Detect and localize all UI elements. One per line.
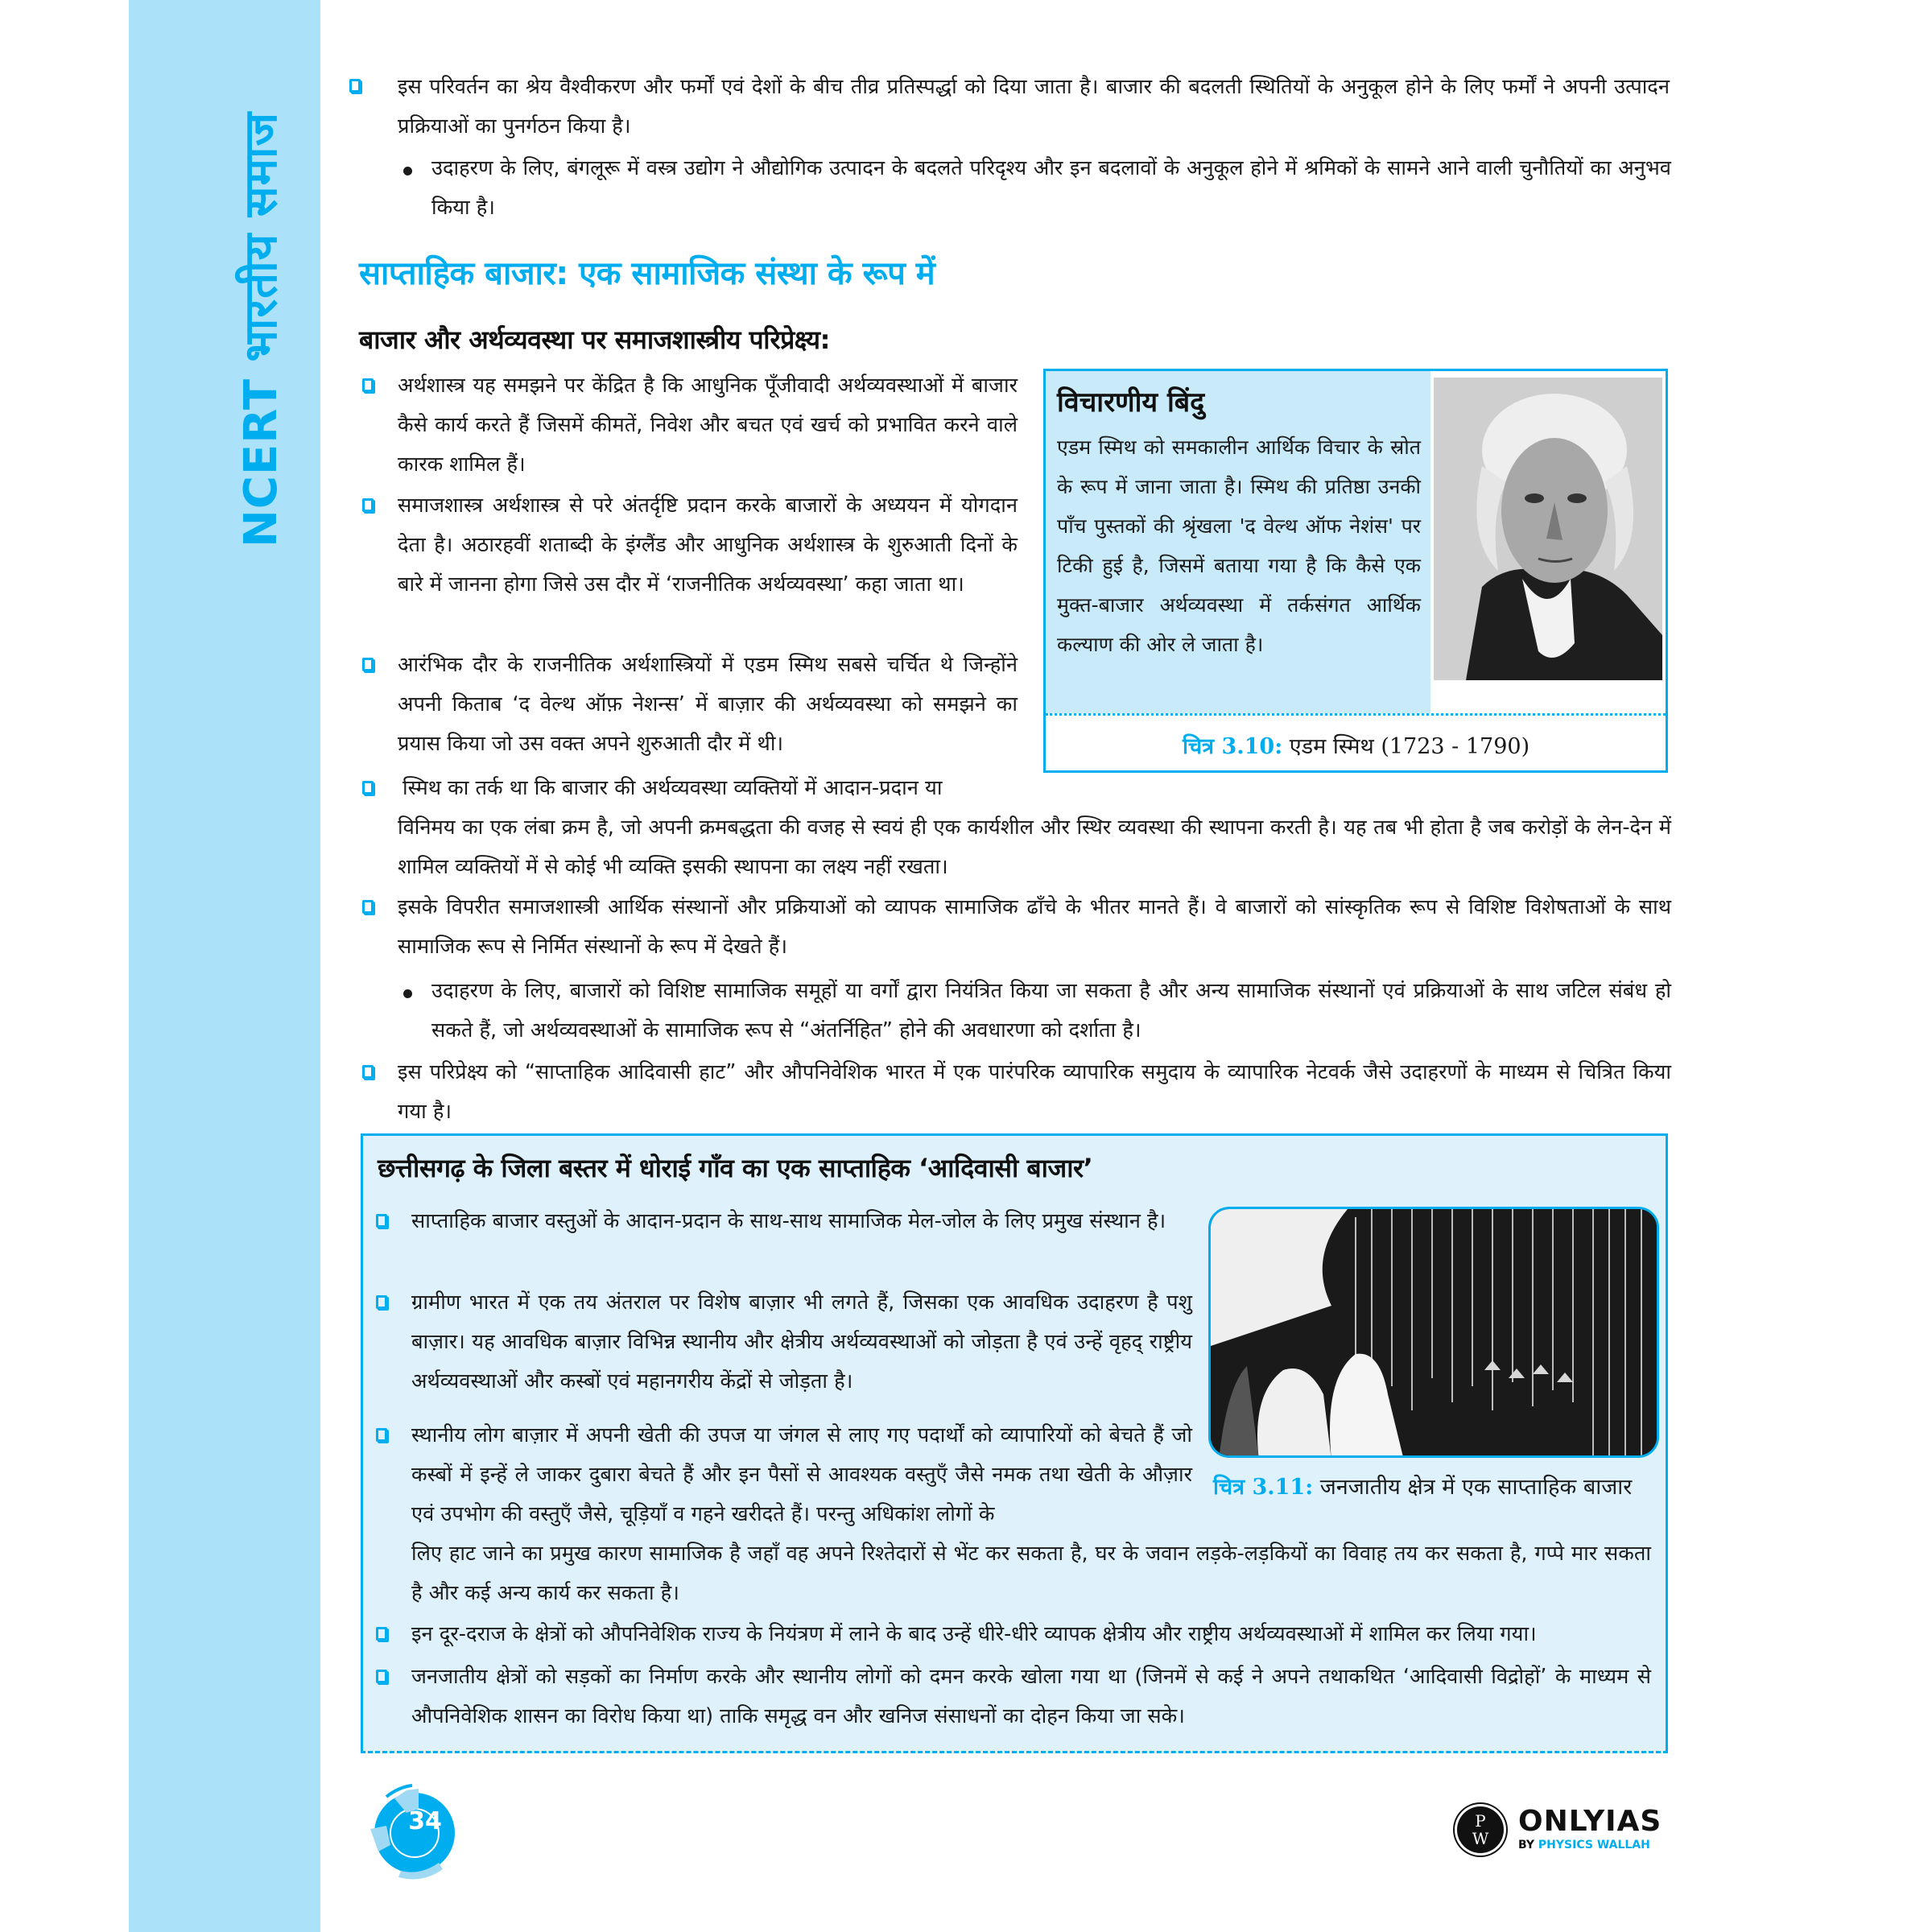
square-bullet-icon xyxy=(362,378,374,392)
figure-caption-text: जनजातीय क्षेत्र में एक साप्ताहिक बाजार xyxy=(1313,1475,1633,1500)
section-bullet-1: अर्थशास्त्र यह समझने पर केंद्रित है कि आधुनिक पूँजीवादी अर्थव्यवस्थाओं में बाजार कैसे कार्य करते हैं जिसमें कीमतें, निवेश और बचत एवं खर्च को प्रभावित करने वाले कारक शामिल हैं। xyxy=(398,374,1018,477)
square-bullet-icon xyxy=(362,498,374,512)
intro-sub-bullet: उदाहरण के लिए, बंगलूरू में वस्त्र उद्योग ने औद्योगिक उत्पादन के बदलते परिदृश्य और इन बदलावों के अनुकूल होने में श्रमिकों के सामने आने वाली चुनौतियों का अनुभव किया है। xyxy=(431,156,1671,220)
section-bullet-3: आरंभिक दौर के राजनीतिक अर्थशास्त्रियों में एडम स्मिथ सबसे चर्चित थे जिन्होंने अपनी किताब ‘द वेल्थ ऑफ़ नेशन्स’ में बाज़ार की अर्थव्यवस्था को समझने का प्रयास किया जो उस वक्त अपने शुरुआती दौर में थी। xyxy=(398,653,1018,756)
square-bullet-icon xyxy=(376,1428,387,1442)
brand-name: ONLYIAS xyxy=(1518,1805,1662,1838)
adam-smith-portrait-image xyxy=(1434,378,1662,680)
square-bullet-icon xyxy=(376,1627,387,1641)
market-scene-illustration-icon xyxy=(1211,1209,1659,1458)
pw-logo-icon xyxy=(1457,1806,1504,1853)
square-bullet-icon xyxy=(362,658,374,671)
tribal-bullet-3: स्थानीय लोग बाज़ार में अपनी खेती की उपज या जंगल से लाए गए पदार्थों को व्यापारियों को बेचते हैं जो कस्बों में इन्हें ले जाकर दुबारा बेचते हैं और इन पैसों से आवश्यक वस्तुएँ जैसे नमक तथा खेती के औज़ार एवं उपभोग की वस्तुएँ जैसे, चूड़ियाँ व गहने खरीदते हैं। परन्तु अधिकांश लोगों के xyxy=(411,1423,1192,1526)
tribal-bullet-3-cont: लिए हाट जाने का प्रमुख कारण सामाजिक है जहाँ वह अपने रिश्तेदारों से भेंट कर सकता है, घर के जवान लड़के-लड़कियों का विवाह तय कर सकता है, गप्पे मार सकता है और कई अन्य कार्य कर सकता है। xyxy=(411,1542,1651,1605)
tribal-market-box xyxy=(361,1133,1668,1753)
section-title: साप्ताहिक बाजार: एक सामाजिक संस्था के रूप में xyxy=(359,255,935,292)
section-bullet-5: इसके विपरीत समाजशास्त्री आर्थिक संस्थानों और प्रक्रियाओं को व्यापक सामाजिक ढाँचे के भीतर मानते हैं। वे बाजारों को सांस्कृतिक रूप से विशिष्ट विशेषताओं के साथ सामाजिक रूप से निर्मित संस्थानों के रूप में देखते हैं। xyxy=(398,895,1672,959)
square-bullet-icon xyxy=(362,781,374,795)
intro-bullet: इस परिवर्तन का श्रेय वैश्वीकरण और फर्मों एवं देशों के बीच तीव्र प्रतिस्पर्द्धा को दिया जाता है। बाजार की बदलती स्थितियों के अनुकूल होने के लिए फर्मों ने अपनी उत्पादन प्रक्रियाओं का पुनर्गठन किया है। xyxy=(398,75,1670,138)
section-bullet-4-cont: विनिमय का एक लंबा क्रम है, जो अपनी क्रमबद्धता की वजह से स्वयं ही एक कार्यशील और स्थिर व्यवस्था की स्थापना करती है। यह तब भी होता है जब करोड़ों के लेन-देन में शामिल व्यक्तियों में से कोई भी व्यक्ति इसकी स्थापना का लक्ष्य नहीं रखता। xyxy=(398,815,1671,879)
thinking-point-divider xyxy=(1046,713,1666,716)
thinking-point-heading: विचारणीय बिंदु xyxy=(1057,386,1205,419)
figure-caption-text: एडम स्मिथ (1723 - 1790) xyxy=(1282,734,1530,759)
thinking-point-box xyxy=(1043,369,1668,773)
round-bullet-icon xyxy=(403,989,412,998)
section-bullet-6: इस परिप्रेक्ष्य को “साप्ताहिक आदिवासी हाट” और औपनिवेशिक भारत में एक पारंपरिक व्यापारिक समुदाय के व्यापारिक नेटवर्क जैसे उदाहरणों के माध्यम से चित्रित किया गया है। xyxy=(398,1060,1671,1124)
pw-logo-p: P xyxy=(1475,1811,1486,1831)
tribal-bullet-4: इन दूर-दराज के क्षेत्रों को औपनिवेशिक राज्य के नियंत्रण में लाने के बाद उन्हें धीरे-धीरे व्यापक क्षेत्रीय और राष्ट्रीय अर्थव्यवस्थाओं में शामिल कर लिया गया। xyxy=(411,1622,1537,1646)
section-subtitle: बाजार और अर्थव्यवस्था पर समाजशास्त्रीय परिप्रेक्ष्य: xyxy=(359,324,830,355)
figure-caption-3-11 xyxy=(1213,1471,1632,1501)
portrait-illustration-icon xyxy=(1434,378,1662,680)
square-bullet-icon xyxy=(349,79,361,93)
brand-by: BY xyxy=(1518,1839,1538,1852)
section-bullet-4: स्मिथ का तर्क था कि बाजार की अर्थव्यवस्था व्यक्तियों में आदान-प्रदान या xyxy=(402,776,943,800)
round-bullet-icon xyxy=(403,167,412,175)
tribal-market-heading: छत्तीसगढ़ के जिला बस्तर में धोराई गाँव का एक साप्ताहिक ‘आदिवासी बाजार’ xyxy=(378,1153,1093,1183)
tribal-bullet-1: साप्ताहिक बाजार वस्तुओं के आदान-प्रदान के साथ-साथ सामाजिक मेल-जोल के लिए प्रमुख संस्थान है। xyxy=(411,1209,1166,1233)
figure-caption-3-10 xyxy=(1183,730,1530,760)
tribal-bullet-5: जनजातीय क्षेत्रों को सड़कों का निर्माण करके और स्थानीय लोगों को दमन करके खोला गया था (जिनमें से कई ने अपने तथाकथित ‘आदिवासी विद्रोहों’ के माध्यम से औपनिवेशिक शासन का विरोध किया था) ताकि समृद्ध वन और खनिज संसाधनों का दोहन किया जा सके। xyxy=(411,1665,1651,1728)
sidebar-book-title: NCERT भारतीय समाज xyxy=(235,111,287,547)
section-bullet-2: समाजशास्त्र अर्थशास्त्र से परे अंतर्दृष्टि प्रदान करके बाजारों के अध्ययन में योगदान देता है। अठारहवीं शताब्दी के इंग्लैंड और आधुनिक अर्थशास्त्र के शुरुआती दिनों के बारे में जानना होगा जिसे उस दौर में ‘राजनीतिक अर्थव्यवस्था’ कहा जाता था। xyxy=(398,493,1018,597)
tribal-market-photo xyxy=(1208,1207,1659,1458)
section-sub-bullet: उदाहरण के लिए, बाजारों को विशिष्ट सामाजिक समूहों या वर्गों द्वारा नियंत्रित किया जा सकता है और अन्य सामाजिक संस्थानों एवं प्रक्रियाओं के साथ जटिल संबंध हो सकते हैं, जो अर्थव्यवस्थाओं के सामाजिक रूप से “अंतर्निहित” होने की अवधारणा को दर्शाता है। xyxy=(431,979,1671,1042)
square-bullet-icon xyxy=(376,1670,387,1683)
pw-logo-w: W xyxy=(1472,1829,1489,1848)
brand-physics-wallah: PHYSICS WALLAH xyxy=(1538,1839,1650,1852)
brand-tagline xyxy=(1518,1839,1650,1852)
thinking-point-body: एडम स्मिथ को समकालीन आर्थिक विचार के स्रोत के रूप में जाना जाता है। स्मिथ की प्रतिष्ठा उनकी पाँच पुस्तकों की श्रृंखला 'द वेल्थ ऑफ नेशंस' पर टिकी हुई है, जिसमें बताया गया है कि कैसे एक मुक्त-बाजार अर्थव्यवस्था में तर्कसंगत आर्थिक कल्याण की ओर ले जाता है। xyxy=(1057,436,1421,656)
tribal-bullet-2: ग्रामीण भारत में एक तय अंतराल पर विशेष बाज़ार भी लगते हैं, जिसका एक आवधिक उदाहरण है पशु बाज़ार। यह आवधिक बाज़ार विभिन्न स्थानीय और क्षेत्रीय अर्थव्यवस्थाओं को जोड़ता है एवं उन्हें वृहद् राष्ट्रीय अर्थव्यवस्थाओं और कस्बों एवं महानगरीय केंद्रों से जोड़ता है। xyxy=(411,1290,1192,1393)
square-bullet-icon xyxy=(362,900,374,914)
brand-logo xyxy=(1457,1803,1699,1860)
sidebar-strip xyxy=(129,0,320,1932)
square-bullet-icon xyxy=(376,1295,387,1309)
figure-label: चित्र 3.10: xyxy=(1183,734,1283,759)
figure-label: चित्र 3.11: xyxy=(1213,1475,1314,1500)
square-bullet-icon xyxy=(376,1214,387,1228)
page-number: 34 xyxy=(408,1807,442,1835)
square-bullet-icon xyxy=(362,1065,374,1079)
